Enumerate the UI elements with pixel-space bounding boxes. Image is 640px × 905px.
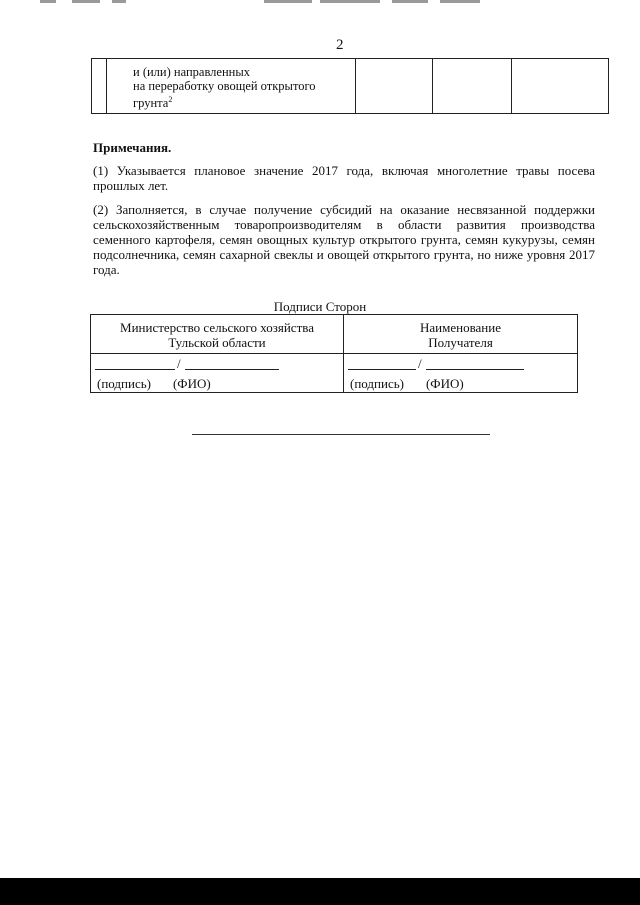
scan-bottom-border [0, 878, 640, 905]
ministry-header-line-2: Тульской области [168, 335, 266, 350]
indicator-text [107, 59, 355, 110]
recipient-header [344, 315, 578, 354]
ministry-slash: / [177, 356, 181, 371]
table-row [92, 59, 609, 114]
recipient-label-sign: (подпись) [350, 376, 404, 391]
indicator-line-1: и (или) направленных [133, 65, 250, 79]
notes-title: Примечания. [93, 140, 172, 155]
recipient-signature-cell [344, 354, 578, 393]
signatures-table [90, 314, 578, 393]
table-cell-indicator [107, 59, 356, 114]
indicator-line-2: на переработку овощей открытого [133, 79, 316, 93]
signatures-title: Подписи Сторон [273, 299, 367, 314]
signatures-body-row [91, 354, 578, 393]
end-of-document-rule [192, 434, 490, 435]
footnote-mark: 2 [168, 95, 173, 104]
ministry-signature-cell [91, 354, 344, 393]
recipient-header-line-1: Наименование [420, 320, 501, 335]
indicator-line-3: грунта [133, 96, 169, 111]
note-2: (2) Заполняется, в случае получение субсидий на оказание несвязанной поддержки сельскохозяйственным товаропроизводителям в области развития производства семенного картофеля, семян овощных культур открытого грунта, семян кукурузы, семян подсолнечника, семян сахарной свеклы и овощей открытого грунта, но ниже уровня 2017 года. [93, 202, 595, 277]
ministry-header [91, 315, 344, 354]
table-cell-empty-3 [512, 59, 609, 114]
ministry-sign-line [95, 369, 175, 370]
recipient-sign-line [348, 369, 416, 370]
scan-top-artifacts [0, 0, 640, 6]
recipient-slash: / [418, 356, 422, 371]
page-number: 2 [336, 37, 344, 53]
recipient-name-line [426, 369, 524, 370]
ministry-header-line-1: Министерство сельского хозяйства [120, 320, 314, 335]
ministry-label-name: (ФИО) [172, 376, 211, 391]
signatures-header-row [91, 315, 578, 354]
recipient-label-name: (ФИО) [425, 376, 464, 391]
ministry-label-sign: (подпись) [97, 376, 151, 391]
recipient-header-line-2: Получателя [428, 335, 493, 350]
table-cell-empty-2 [433, 59, 512, 114]
table-cell-empty-1 [356, 59, 433, 114]
recipient-sign-labels [350, 376, 464, 392]
ministry-sign-labels [97, 376, 211, 392]
note-1: (1) Указывается плановое значение 2017 года, включая многолетние травы посева прошлых лет. [93, 163, 595, 193]
table-cell-index [92, 59, 107, 114]
continued-table [91, 58, 609, 114]
ministry-name-line [185, 369, 279, 370]
